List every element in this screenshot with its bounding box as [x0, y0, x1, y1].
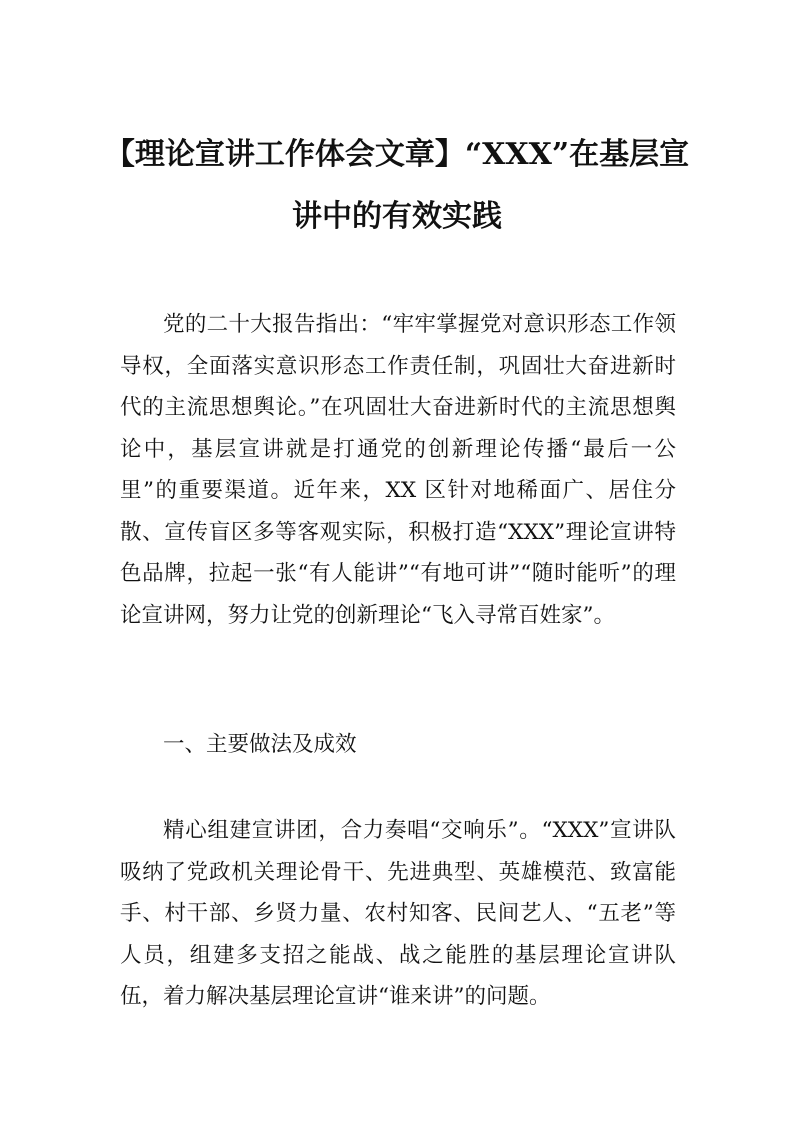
- document-title: 【理论宣讲工作体会文章】“XXX”在基层宣讲中的有效实践: [104, 137, 690, 234]
- intro-paragraph: 党的二十大报告指出：“牢牢掌握党对意识形态工作领导权，全面落实意识形态工作责任制，巩固壮大奋进新时代的主流思想舆论。”在巩固壮大奋进新时代的主流思想舆论中，基层宣讲就是打通党的创新理论传播“最后一公里”的重要渠道。近年来，XX 区针对地稀面广、居住分散、宣传盲区多等客观实际，积极打造“XXX”理论宣讲特色品牌，拉起一张“有人能讲”“有地可讲”“随时能听”的理论宣讲网，努力让党的创新理论“飞入寻常百姓家”。: [120, 312, 676, 628]
- section-paragraph: 精心组建宣讲团，合力奏唱“交响乐”。“XXX”宣讲队吸纳了党政机关理论骨干、先进典型、英雄模范、致富能手、村干部、乡贤力量、农村知客、民间艺人、“五老”等人员，组建多支招之能战、战之能胜的基层理论宣讲队伍，着力解决基层理论宣讲“谁来讲”的问题。: [120, 818, 676, 1009]
- section-heading: 一、主要做法及成效: [163, 732, 357, 757]
